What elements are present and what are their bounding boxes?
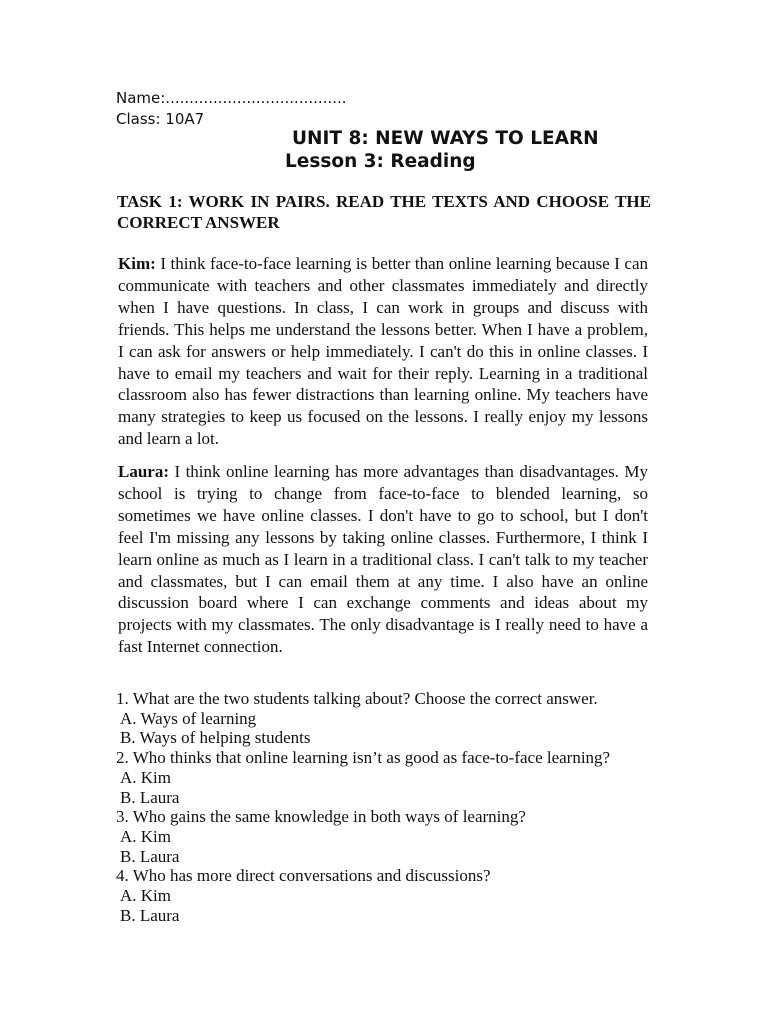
question-3-option-b: B. Laura bbox=[120, 846, 180, 866]
speaker-name: Laura: bbox=[118, 462, 169, 481]
question-4-option-a: A. Kim bbox=[120, 886, 171, 906]
question-list bbox=[116, 689, 676, 925]
reading-body: I think face-to-face learning is better than online learning because I can communicate with teachers and other classmates immediately and directly when I have questions. In class, I can work in groups and discuss with friends. This helps me understand the lessons better. When I have a problem, I can ask for answers or help immediately. I can't do this in online classes. I have to email my teachers and wait for their reply. Learning in a traditional classroom also has fewer distractions than learning online. My teachers have many strategies to keep us focused on the lessons. I really enjoy my lessons and learn a lot. bbox=[118, 254, 649, 449]
reading-body: I think online learning has more advantages than disadvantages. My school is trying to change from face-to-face to blended learning, so sometimes we have online classes. I don't have to go to school, but I don't feel I'm missing any lessons by taking online classes. Furthermore, I think I learn online as much as I learn in a traditional class. I can't talk to my teacher and classmates, but I can email them at any time. I also have an online discussion board where I can exchange comments and ideas about my projects with my classmates. The only disadvantage is I really need to have a fast Internet connection. bbox=[118, 462, 649, 657]
task-heading: TASK 1: WORK IN PAIRS. READ THE TEXTS AND CHOOSE THE CORRECT ANSWER bbox=[117, 192, 651, 232]
class-label: Class: 10A7 bbox=[116, 110, 205, 128]
question-2-option-b: B. Laura bbox=[120, 787, 180, 807]
question-1-option-a: A. Ways of learning bbox=[120, 708, 257, 728]
reading-text-laura bbox=[118, 461, 648, 658]
student-name-field: Name:...................................... bbox=[116, 89, 347, 107]
question-4-option-b: B. Laura bbox=[120, 905, 180, 925]
question-1: 1. What are the two students talking about? Choose the correct answer. bbox=[116, 689, 598, 708]
question-3: 3. Who gains the same knowledge in both ways of learning? bbox=[116, 807, 526, 827]
question-3-option-a: A. Kim bbox=[120, 826, 171, 846]
speaker-name: Kim: bbox=[118, 254, 156, 273]
question-4: 4. Who has more direct conversations and discussions? bbox=[116, 866, 491, 886]
reading-text-kim bbox=[118, 253, 648, 450]
question-2-option-a: A. Kim bbox=[120, 767, 171, 787]
unit-title: UNIT 8: NEW WAYS TO LEARN bbox=[292, 128, 599, 149]
lesson-title: Lesson 3: Reading bbox=[285, 151, 476, 172]
question-1-option-b: B. Ways of helping students bbox=[120, 728, 311, 748]
question-2: 2. Who thinks that online learning isn’t as good as face-to-face learning? bbox=[116, 748, 611, 768]
